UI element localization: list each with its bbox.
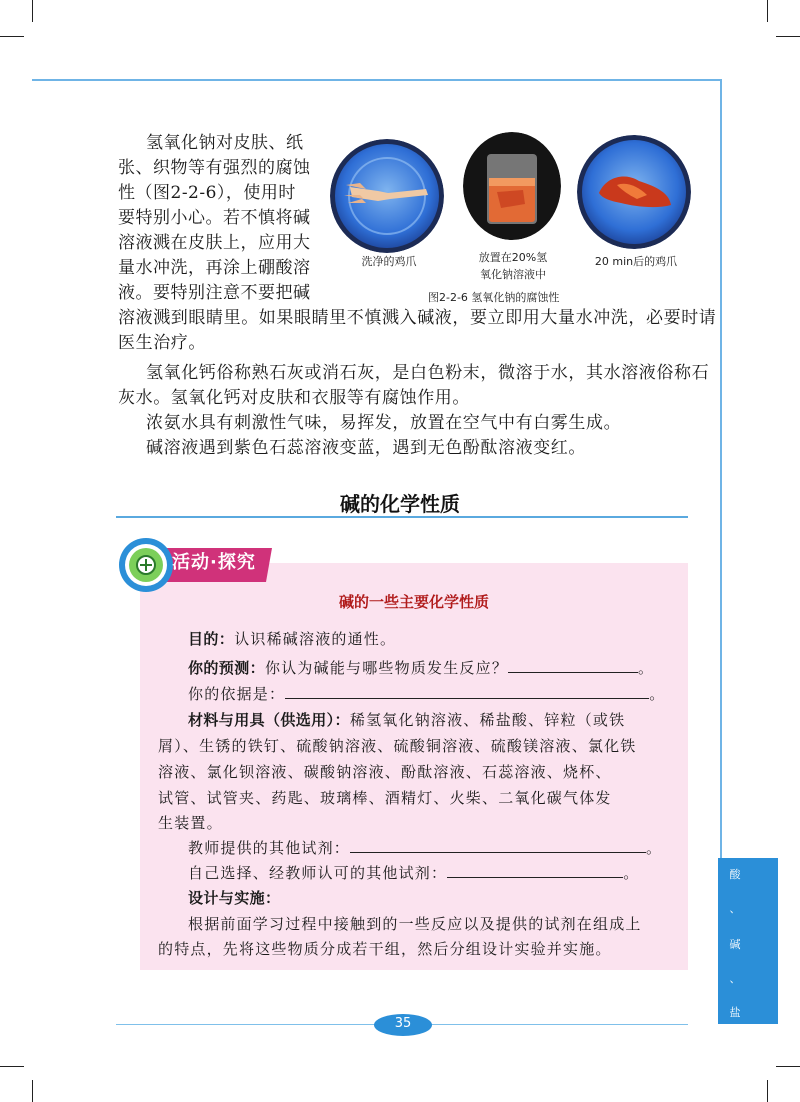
page-number: 35: [394, 1016, 412, 1031]
photo-clean-chicken-foot: [330, 139, 444, 253]
activity-banner-label: 活动·探究: [172, 552, 256, 573]
activity-self-reagents: [188, 862, 639, 884]
caption-naoh-line1: 放置在20%氢: [478, 251, 548, 264]
crop-mark: [32, 1080, 33, 1102]
intro-line: 张、织物等有强烈的腐蚀: [118, 158, 311, 178]
prediction-text: 你认为碱能与哪些物质发生反应？: [265, 659, 509, 677]
design-line: 根据前面学习过程中接触到的一些反应以及提供的试剂在组成上: [188, 915, 642, 933]
intro-line: 要特别小心。若不慎将碱: [118, 208, 311, 228]
self-blank[interactable]: [447, 863, 623, 878]
crop-mark: [776, 1066, 800, 1067]
period: 。: [638, 659, 655, 677]
intro-line: 液。要特别注意不要把碱: [118, 283, 311, 303]
materials-text: 稀氢氧化钠溶液、稀盐酸、锌粒（或铁: [349, 711, 626, 729]
materials-line: 屑）、生锈的铁钉、硫酸钠溶液、硫酸铜溶液、硫酸镁溶液、氯化铁: [158, 737, 637, 755]
side-tab-char: 碱: [729, 938, 741, 951]
period: 。: [646, 839, 663, 857]
page-frame-right: [720, 79, 722, 859]
photo-beaker-naoh: [463, 132, 561, 240]
figure-title: 图2-2-6 氢氧化钠的腐蚀性: [428, 291, 560, 304]
caption-naoh-line2: 氧化钠溶液中: [480, 268, 546, 281]
side-tab-char: 盐: [729, 1006, 741, 1019]
materials-line: 溶液、氯化钡溶液、碳酸钠溶液、酚酞溶液、石蕊溶液、烧杯、: [158, 763, 612, 781]
intro-line: 溶液溅在皮肤上，应用大: [118, 233, 311, 253]
paragraph-calcium-hydroxide-cont: 灰水。氢氧化钙对皮肤和衣服等有腐蚀作用。: [118, 388, 470, 408]
teacher-text: 教师提供的其他试剂：: [188, 839, 351, 857]
design-label: 设计与实施：: [188, 889, 281, 907]
section-divider: [116, 516, 688, 518]
side-tab-char: 、: [729, 972, 741, 985]
prediction-blank[interactable]: [508, 658, 638, 673]
intro-line: 性（图2-2-6），使用时: [118, 183, 296, 203]
side-tab-char: 、: [729, 902, 741, 915]
activity-teacher-reagents: [188, 837, 662, 859]
activity-materials: [188, 709, 625, 731]
paragraph-calcium-hydroxide: 氢氧化钙俗称熟石灰或消石灰，是白色粉末，微溶于水，其水溶液俗称石: [146, 363, 710, 383]
intro-line: 氢氧化钠对皮肤、纸: [146, 133, 304, 153]
period: 。: [623, 864, 640, 882]
activity-purpose: [188, 628, 396, 650]
intro-line: 量水冲洗，再涂上硼酸溶: [118, 258, 311, 278]
materials-label: 材料与用具（供选用）：: [188, 711, 350, 729]
page-frame-top: [32, 79, 722, 81]
intro-line: 溶液溅到眼睛里。如果眼睛里不慎溅入碱液，要立即用大量水冲洗，必要时请: [118, 308, 717, 328]
photo-chicken-foot-20min: [577, 135, 691, 249]
activity-basis: [188, 683, 665, 705]
paragraph-indicators: 碱溶液遇到紫色石蕊溶液变蓝，遇到无色酚酞溶液变红。: [146, 438, 586, 458]
purpose-text: 认识稀碱溶液的通性。: [234, 630, 397, 648]
crop-mark: [767, 0, 768, 22]
intro-line: 医生治疗。: [118, 333, 206, 353]
materials-line: 生装置。: [158, 814, 223, 832]
materials-line: 试管、试管夹、药匙、玻璃棒、酒精灯、火柴、二氧化碳气体发: [158, 789, 612, 807]
chapter-side-tab: [718, 858, 778, 1024]
activity-title: 碱的一些主要化学性质: [338, 593, 489, 611]
side-tab-char: 酸: [729, 868, 741, 881]
basis-blank[interactable]: [285, 684, 649, 699]
section-title: 碱的化学性质: [340, 492, 460, 516]
caption-clean-foot: 洗净的鸡爪: [361, 255, 417, 268]
period: 。: [649, 685, 666, 703]
purpose-label: 目的：: [188, 630, 235, 648]
crop-mark: [767, 1080, 768, 1102]
activity-prediction: [188, 657, 654, 679]
paragraph-ammonia: 浓氨水具有刺激性气味，易挥发，放置在空气中有白雾生成。: [146, 413, 622, 433]
crop-mark: [0, 36, 24, 37]
design-line: 的特点，先将这些物质分成若干组，然后分组设计实验并实施。: [158, 940, 612, 958]
crop-mark: [0, 1066, 24, 1067]
crop-mark: [776, 36, 800, 37]
teacher-blank[interactable]: [350, 838, 646, 853]
crop-mark: [32, 0, 33, 22]
self-text: 自己选择、经教师认可的其他试剂：: [188, 864, 448, 882]
prediction-label: 你的预测：: [188, 659, 266, 677]
basis-text: 你的依据是：: [188, 685, 286, 703]
caption-20min-foot: 20 min后的鸡爪: [594, 255, 678, 268]
